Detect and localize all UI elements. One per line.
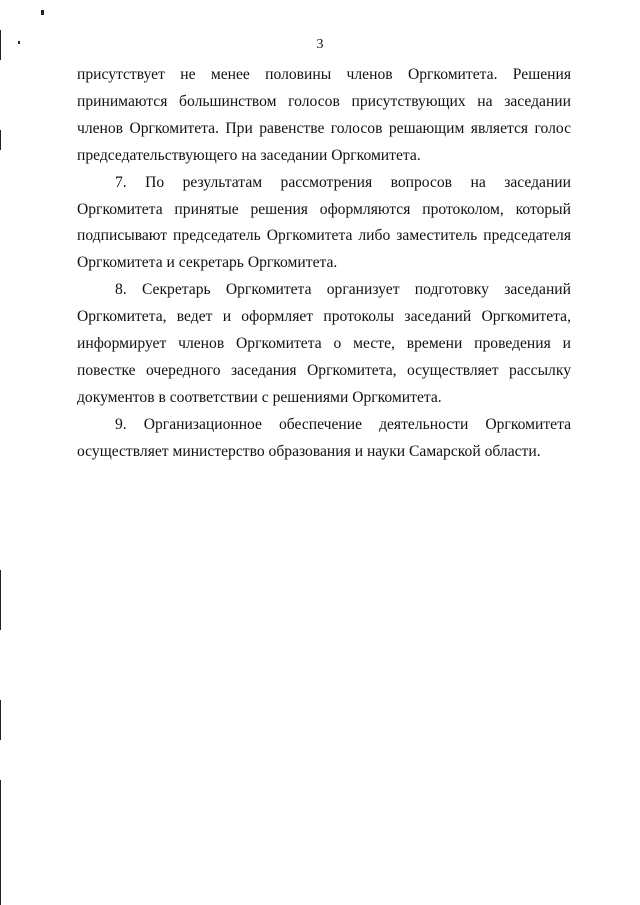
- scan-edge-line: [0, 780, 1, 905]
- scan-edge-line: [0, 700, 1, 740]
- document-body: [77, 62, 571, 466]
- paragraph-quorum: присутствует не менее половины членов Оргкомитета. Решения принимаются большинством голосов присутствующих на заседании членов Оргкомитета. При равенстве голосов решающим является голос председательствующего на заседании Оргкомитета.: [77, 66, 571, 164]
- page-number: 3: [316, 37, 324, 52]
- scan-edge-line: [0, 570, 1, 630]
- paragraph-7-protocol: 7. По результатам рассмотрения вопросов на заседании Оргкомитета принятые решения оформляются протоколом, который подписывают председатель Оргкомитета либо заместитель председателя Оргкомитета и секретарь Оргкомитета.: [77, 173, 571, 272]
- scan-mark: [41, 10, 44, 15]
- paragraph-8-secretary: 8. Секретарь Оргкомитета организует подготовку заседаний Оргкомитета, ведет и оформляет протоколы заседаний Оргкомитета, информирует членов Оргкомитета о месте, времени проведения и повестке очередного заседания Оргкомитета, осуществляет рассылку документов в соответствии с решениями Оргкомитета.: [77, 281, 571, 406]
- scan-edge-line: [0, 130, 1, 150]
- paragraph-9-support: 9. Организационное обеспечение деятельности Оргкомитета осуществляет министерство образования и науки Самарской области.: [77, 415, 571, 460]
